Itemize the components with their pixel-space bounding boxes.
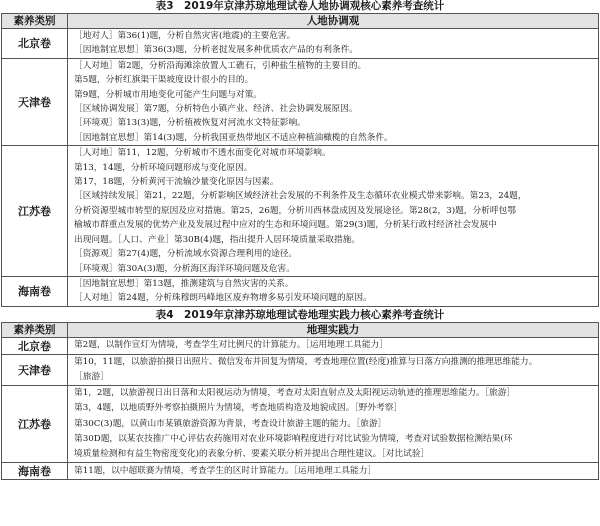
content-line: ［区域协调发展］第7题，分析特色小镇产业、经济、社会协调发展原因。 <box>74 104 358 115</box>
content-line: 第13，14题，分析环境问题形成与变化原因。 <box>74 162 253 173</box>
table4-header-category: 素养类别 <box>2 322 68 337</box>
content-line: ［环境观］第30A(3)题，分析海区海洋环境问题及危害。 <box>74 263 295 274</box>
table4-header-row <box>2 322 599 337</box>
content-line: 境质量检测和有益生物密度变化)的表象分析、要素关联分析并提出合理性建议。［对比试验］ <box>74 448 430 459</box>
content-line: 第5题，分析红旗渠干渠坡度设计很小的目的。 <box>74 75 254 86</box>
region-cell: 海南卷 <box>2 463 68 480</box>
table-row <box>2 337 599 354</box>
content-line: 第2题，以制作宣灯为情境，考查学生对比例尺的计算能力。［运用地理工具能力］ <box>74 340 388 351</box>
content-line: 榆城市群重点发展的优势产业及发展过程中应对的生态和环境问题。第29(3)题，分析某行政村经济社会发展中 <box>74 220 497 231</box>
region-cell: 江苏卷 <box>2 386 68 463</box>
content-line: 出现问题。［人口、产业］第30B(4)题，指出提升人居环境质量采取措施。 <box>74 234 361 245</box>
region-cell: 江苏卷 <box>2 146 68 277</box>
content-line: ［人对地］第11，12题，分析城市不透水面变化对城市环境影响。 <box>74 148 331 159</box>
content-cell <box>68 386 599 463</box>
content-cell <box>68 29 599 59</box>
table3-header-category: 素养类别 <box>2 14 68 29</box>
content-line: 分析资源型城市转型的原因及应对措施。第25，26题，分析川西林盘成因及发展途径。第28(2，3)题，分析呼包鄂 <box>74 205 516 216</box>
content-line: 第30D题，以某农技推广中心评估农药施用对农业环境影响程度进行对比试验为情境，考查对试验数据检测结果(环 <box>74 433 513 444</box>
table-row <box>2 29 599 59</box>
table-row <box>2 58 599 145</box>
content-line: ［区域持续发展］第21，22题，分析影响区域经济社会发展的不利条件及生态循环农业模式带来影响。第23，24题， <box>74 191 527 202</box>
content-cell <box>68 276 599 306</box>
table4-caption: 表4 2019年京津苏琼地理试卷地理实践力核心素养考查统计 <box>155 308 445 321</box>
table4 <box>1 322 599 480</box>
content-line: 第11题，以中超联赛为情境，考查学生的区时计算能力。［运用地理工具能力］ <box>74 465 377 476</box>
region-cell: 北京卷 <box>2 337 68 354</box>
region-cell: 天津卷 <box>2 58 68 145</box>
content-line: ［旅游］ <box>74 371 109 382</box>
table4-header-topic: 地理实践力 <box>68 322 599 337</box>
content-line: ［因地制宜思想］第14(3)题，分析我国亚热带地区不适应种植油橄榄的自然条件。 <box>74 132 393 143</box>
table-row <box>2 386 599 463</box>
table-row <box>2 146 599 277</box>
table-row <box>2 276 599 306</box>
content-line: ［地对人］第36(1)题，分析自然灾害(地震)的主要危害。 <box>74 31 296 41</box>
region-cell: 北京卷 <box>2 29 68 59</box>
content-line: ［资源观］第27(4)题，分析流域水资源合理利用的途径。 <box>74 249 298 260</box>
content-line: ［因地制宜思想］第36(3)题，分析老挝发展多种优质农产品的有利条件。 <box>74 45 358 56</box>
content-line: ［因地制宜思想］第13题，推测建筑与自然灾害的关系。 <box>74 278 294 289</box>
content-line: 第9题，分析城市用地变化可能产生问题与对策。 <box>74 89 262 100</box>
table3-header-row <box>2 14 599 29</box>
table-row <box>2 463 599 480</box>
content-line: 第10，11题，以旅游拍摄日出照片、微信发布并回复为情境，考查地理位置(经度)推算与日落方向推测的推理思维能力。 <box>74 356 538 367</box>
content-line: ［人对地］第2题，分析沿海滩涂放置人工礁石，引种盐生植物的主要目的。 <box>74 60 367 71</box>
content-line: 第3，4题，以地质野外考察拍摄照片为情境，考查地质构造及地貌成因。［野外考察］ <box>74 403 403 414</box>
content-line: 第30C(3)题，以黄山市某镇旅游资源为背景，考查设计旅游主题的能力。［旅游］ <box>74 418 387 429</box>
content-cell <box>68 337 599 354</box>
table3 <box>1 13 599 307</box>
content-line: ［环境观］第13(3)题，分析植被恢复对河流水文特征影响。 <box>74 118 306 129</box>
content-cell <box>68 463 599 480</box>
content-cell <box>68 58 599 145</box>
content-cell <box>68 354 599 385</box>
table3-header-topic: 人地协调观 <box>68 14 599 29</box>
content-line: 第1，2题，以旅游视日出日落和太阳视运动为情境，考查对太阳直射点及太阳视运动轨迹的推理思维能力。［旅游］ <box>74 388 516 399</box>
region-cell: 天津卷 <box>2 354 68 385</box>
table-row <box>2 354 599 385</box>
region-cell: 海南卷 <box>2 276 68 306</box>
content-cell <box>68 146 599 277</box>
content-line: 第17，18题，分析黄河干流输沙量变化原因与因素。 <box>74 177 279 188</box>
table3-caption: 表3 2019年京津苏琼地理试卷人地协调观核心素养考查统计 <box>155 0 445 12</box>
content-line: ［人对地］第24题，分析珠穆朗玛峰地区废弃物增多易引发环境问题的原因。 <box>74 293 372 304</box>
